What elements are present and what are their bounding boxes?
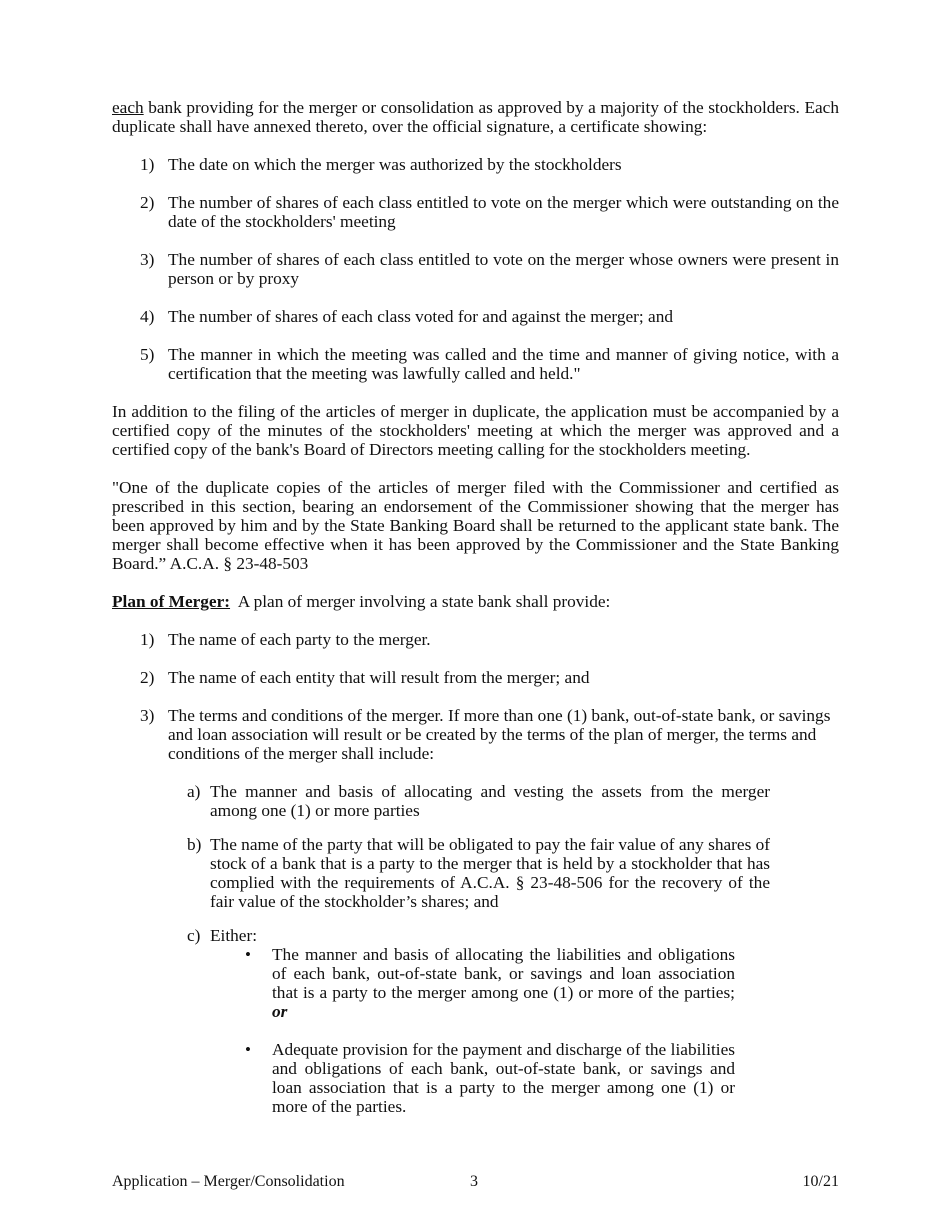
item-text: The manner in which the meeting was called and the time and manner of giving notice, with a certification that the meeting was lawfully called and held.": [168, 345, 839, 383]
item-text: The number of shares of each class entitled to vote on the merger which were outstanding on the date of the stockholders' meeting: [168, 193, 839, 231]
sub-item-text: Either:: [210, 926, 258, 945]
terms-sublist: [187, 782, 770, 945]
sub-item-letter: c): [187, 926, 201, 945]
either-bullet-list: [245, 945, 735, 1116]
page-number: 3: [470, 1173, 478, 1190]
list-item: [112, 307, 839, 326]
bullet-text: Adequate provision for the payment and discharge of the liabilities and obligations of each bank, out-of-state bank, or savings and loan association that is a party to the merger among one (1) or more of the parties.: [272, 1040, 735, 1116]
intro-underlined-word: each: [112, 98, 144, 117]
bullet-icon: •: [245, 945, 251, 964]
filing-paragraph: In addition to the filing of the articles of merger in duplicate, the application must be accompanied by a certified copy of the minutes of the stockholders' meeting at which the merger was approved and a certified copy of the bank's Board of Directors meeting calling for the stockholders meeting.: [112, 402, 839, 459]
item-number: 4): [140, 307, 155, 326]
plan-intro-paragraph: [112, 592, 839, 611]
list-item: [112, 630, 839, 649]
item-number: 5): [140, 345, 155, 364]
sub-list-item: [187, 782, 770, 820]
item-number: 2): [140, 193, 155, 212]
footer-title: Application – Merger/Consolidation: [112, 1173, 345, 1190]
list-item: [112, 155, 839, 174]
bullet-text: The manner and basis of allocating the liabilities and obligations of each bank, out-of-state bank, or savings and loan association that is a party to the merger among one (1) or more of the parties;: [272, 945, 735, 1002]
item-text: The number of shares of each class voted for and against the merger; and: [168, 307, 673, 326]
item-number: 3): [140, 250, 155, 269]
quote-paragraph: "One of the duplicate copies of the articles of merger filed with the Commissioner and certified as prescribed in this section, bearing an endorsement of the Commissioner showing that the merger has been approved by him and by the State Banking Board shall be returned to the applicant state bank. The merger shall become effective when it has been approved by the Commissioner and the State Banking Board.” A.C.A. § 23-48-503: [112, 478, 839, 573]
item-text: The name of each entity that will result from the merger; and: [168, 668, 590, 687]
item-number: 1): [140, 155, 155, 174]
sub-list-item: [187, 835, 770, 911]
plan-intro-text: A plan of merger involving a state bank shall provide:: [230, 592, 611, 611]
list-item: [112, 345, 839, 383]
intro-paragraph: [112, 98, 839, 136]
list-item: [112, 706, 839, 763]
plan-list: [112, 630, 839, 763]
item-number: 1): [140, 630, 155, 649]
bullet-item: [245, 1040, 735, 1116]
item-text: The number of shares of each class entitled to vote on the merger whose owners were present in person or by proxy: [168, 250, 839, 288]
intro-text: bank providing for the merger or consolidation as approved by a majority of the stockholders. Each duplicate shall have annexed thereto, over the official signature, a certificate showing:: [112, 98, 839, 136]
sub-item-letter: a): [187, 782, 201, 801]
sub-item-text: The name of the party that will be obligated to pay the fair value of any shares of stock of a bank that is a party to the merger that is held by a stockholder that has complied with the requirements of A.C.A. § 23-48-506 for the recovery of the fair value of the stockholder’s shares; and: [210, 835, 771, 911]
bullet-icon: •: [245, 1040, 251, 1059]
list-item: [112, 668, 839, 687]
document-body: [112, 98, 839, 1135]
list-item: [112, 193, 839, 231]
list-item: [112, 250, 839, 288]
sub-item-text: The manner and basis of allocating and vesting the assets from the merger among one (1) or more parties: [210, 782, 770, 820]
item-number: 3): [140, 706, 155, 725]
certificate-list: [112, 155, 839, 383]
item-text: The terms and conditions of the merger. If more than one (1) bank, out-of-state bank, or savings and loan association will result or be created by the terms of the plan of merger, the terms and conditions of the merger shall include:: [168, 706, 831, 763]
sub-item-letter: b): [187, 835, 202, 854]
item-number: 2): [140, 668, 155, 687]
plan-heading: Plan of Merger:: [112, 592, 231, 611]
bullet-item: [245, 945, 735, 1021]
sub-list-item: [187, 926, 770, 945]
bullet-emphasis: or: [272, 1002, 288, 1021]
item-text: The name of each party to the merger.: [168, 630, 431, 649]
item-text: The date on which the merger was authorized by the stockholders: [168, 155, 622, 174]
page-footer: [112, 1172, 839, 1192]
footer-date: 10/21: [802, 1173, 839, 1190]
